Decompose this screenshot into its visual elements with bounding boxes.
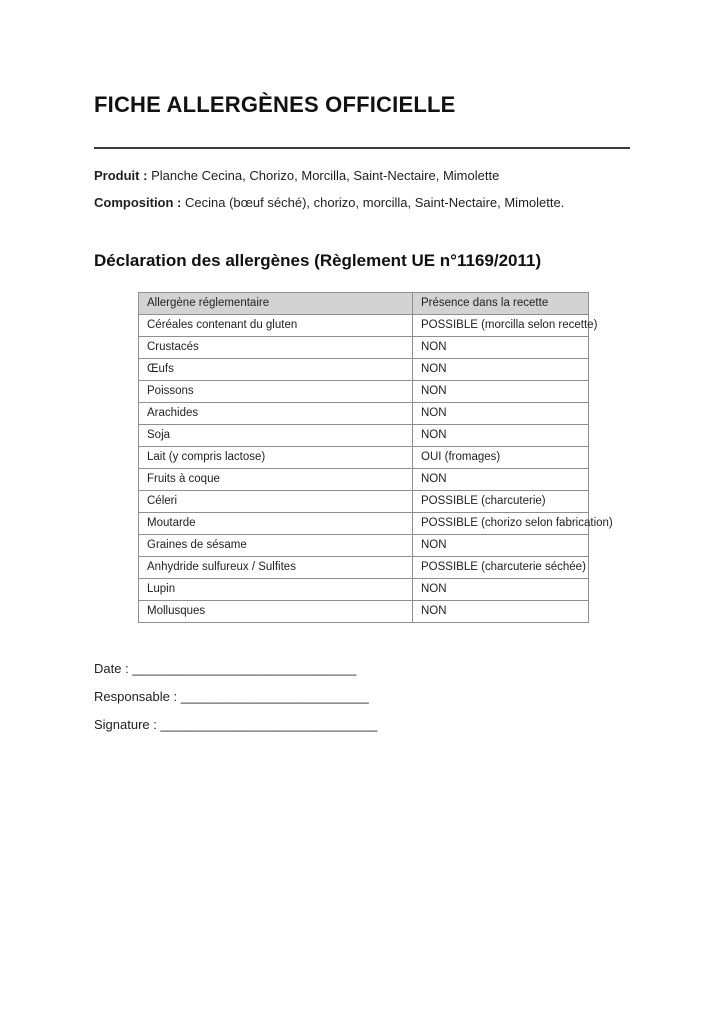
table-row [139,601,589,623]
presence-cell: NON [413,601,589,623]
presence-cell: POSSIBLE (chorizo selon fabrication) [413,513,589,535]
signature-field [94,717,630,733]
allergen-cell: Arachides [139,403,413,425]
presence-cell: OUI (fromages) [413,447,589,469]
table-row [139,513,589,535]
date-label: Date : [94,661,129,676]
allergen-table [138,292,613,623]
allergen-cell: Soja [139,425,413,447]
responsable-blank-line: __________________________ [180,689,369,704]
presence-cell: POSSIBLE (morcilla selon recette) [413,315,589,337]
responsable-field [94,689,630,705]
table-row [139,315,589,337]
composition-line [94,195,630,211]
table-row [139,447,589,469]
signature-block [94,661,630,733]
table-row [139,425,589,447]
presence-cell: NON [413,337,589,359]
date-blank-line: _______________________________ [132,661,357,676]
product-value: Planche Cecina, Chorizo, Morcilla, Saint-Nectaire, Mimolette [151,168,500,183]
allergen-cell: Céréales contenant du gluten [139,315,413,337]
table-row [139,579,589,601]
table-row [139,535,589,557]
allergen-cell: Graines de sésame [139,535,413,557]
allergen-cell: Mollusques [139,601,413,623]
signature-blank-line: ______________________________ [160,717,378,732]
presence-cell: POSSIBLE (charcuterie séchée) [413,557,589,579]
product-line [94,168,630,184]
presence-cell: NON [413,535,589,557]
allergen-cell: Poissons [139,381,413,403]
presence-cell: NON [413,403,589,425]
composition-label: Composition : [94,195,182,210]
allergen-cell: Lait (y compris lactose) [139,447,413,469]
table-row [139,403,589,425]
presence-cell: NON [413,381,589,403]
presence-cell: NON [413,469,589,491]
date-field [94,661,630,677]
allergen-cell: Moutarde [139,513,413,535]
allergen-cell: Œufs [139,359,413,381]
composition-value: Cecina (bœuf séché), chorizo, morcilla, Saint-Nectaire, Mimolette. [185,195,565,210]
table-header-row [139,293,589,315]
column-header-presence: Présence dans la recette [413,293,589,315]
document-title: FICHE ALLERGÈNES OFFICIELLE [94,92,456,117]
allergen-cell: Fruits à coque [139,469,413,491]
table-row [139,337,589,359]
allergen-table-body [139,315,613,623]
table-row [139,359,589,381]
allergen-cell: Crustacés [139,337,413,359]
table-row [139,557,589,579]
presence-cell: NON [413,359,589,381]
table-row [139,469,589,491]
presence-cell: NON [413,579,589,601]
allergen-cell: Lupin [139,579,413,601]
presence-cell: POSSIBLE (charcuterie) [413,491,589,513]
title-divider [94,147,630,149]
presence-cell: NON [413,425,589,447]
section-heading: Déclaration des allergènes (Règlement UE n°1169/2011) [94,251,542,270]
allergen-cell: Anhydride sulfureux / Sulfites [139,557,413,579]
product-label: Produit : [94,168,148,183]
allergen-cell: Céleri [139,491,413,513]
table-row [139,381,589,403]
signature-label: Signature : [94,717,157,732]
table-row [139,491,589,513]
column-header-allergen: Allergène réglementaire [139,293,413,315]
responsable-label: Responsable : [94,689,178,704]
